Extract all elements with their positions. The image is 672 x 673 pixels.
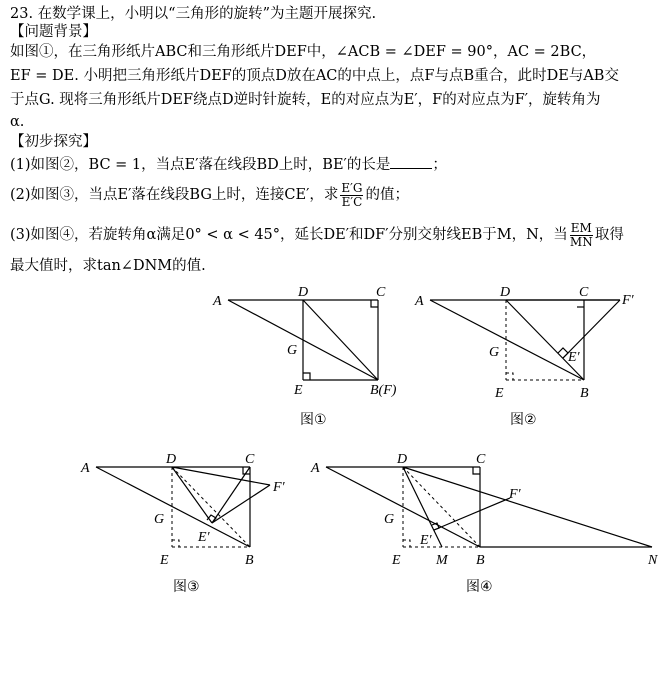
figure-2 — [410, 282, 650, 432]
fraction-denominator: MN — [569, 234, 593, 249]
question-1-text: (1)如图②，BC = 1，当点E′落在线段BD上时，BE′的长是 — [10, 157, 391, 173]
label-b-f: B(F) — [370, 383, 397, 398]
segment-ab — [96, 467, 250, 547]
figure-4 — [305, 445, 665, 595]
section-explore-heading: 【初步探究】 — [10, 134, 97, 150]
label-e: E — [495, 386, 504, 401]
label-d: D — [298, 285, 309, 300]
label-d: D — [166, 452, 177, 467]
label-g: G — [489, 345, 500, 360]
right-angle-e-prime — [558, 348, 568, 358]
figure-4-svg — [305, 445, 665, 595]
label-c: C — [376, 285, 386, 300]
label-n: N — [648, 553, 658, 568]
answer-blank[interactable] — [390, 154, 432, 169]
label-f-prime: F′ — [273, 480, 285, 495]
section-background-heading: 【问题背景】 — [10, 24, 97, 40]
label-c: C — [476, 452, 486, 467]
right-angle-c — [473, 467, 480, 474]
label-e-prime: E′ — [198, 530, 210, 545]
figure-2-svg — [410, 282, 650, 432]
segment-ab — [430, 300, 584, 380]
background-line-3: 于点G. 现将三角形纸片DEF绕点D逆时针旋转，E的对应点为E′，F的对应点为F′，旋转角为 — [10, 92, 601, 108]
question-1-end: ； — [432, 157, 447, 173]
label-a: A — [213, 294, 222, 309]
label-a: A — [311, 461, 320, 476]
segment-db — [506, 300, 584, 380]
figure-3-svg — [70, 445, 300, 595]
segment-e-prime-f-prime — [434, 498, 510, 530]
question-2 — [10, 178, 409, 212]
question-2-text: (2)如图③，当点E′落在线段BG上时，连接CE′，求 — [10, 187, 339, 203]
label-d: D — [500, 285, 511, 300]
segment-df-prime — [172, 467, 270, 485]
label-a: A — [81, 461, 90, 476]
question-3-end: 取得 — [594, 227, 624, 243]
label-c: C — [579, 285, 589, 300]
figure-1 — [200, 282, 410, 432]
label-e: E — [294, 383, 303, 398]
label-b: B — [476, 553, 485, 568]
label-g: G — [287, 343, 298, 358]
question-1 — [10, 154, 447, 175]
label-e: E — [160, 553, 169, 568]
question-3-line-2: 最大值时，求tan∠DNM的值. — [10, 258, 206, 274]
right-angle-e — [403, 540, 410, 547]
figure-1-svg — [200, 282, 410, 432]
label-a: A — [415, 294, 424, 309]
figure-1-caption: 图① — [300, 412, 327, 428]
question-3-text: (3)如图④，若旋转角α满足0° < α < 45°，延长DE′和DF′分别交射线EB于M，N，当 — [10, 227, 568, 243]
segment-dn — [403, 467, 652, 547]
figure-2-caption: 图② — [510, 412, 537, 428]
figure-4-caption: 图④ — [466, 579, 493, 595]
label-g: G — [384, 512, 395, 527]
background-line-1: 如图①，在三角形纸片ABC和三角形纸片DEF中，∠ACB = ∠DEF = 90°，AC = 2BC， — [10, 44, 597, 60]
label-e: E — [392, 553, 401, 568]
fraction-eg-ec — [340, 182, 363, 209]
label-m: M — [436, 553, 448, 568]
right-angle-c — [371, 300, 378, 307]
question-3 — [10, 218, 624, 252]
label-c: C — [245, 452, 255, 467]
label-e-prime: E′ — [568, 350, 580, 365]
segment-df — [303, 300, 378, 380]
fraction-numerator: EM — [570, 220, 592, 235]
label-f-prime: F′ — [509, 487, 521, 502]
question-2-end: 的值； — [365, 187, 409, 203]
problem-title: 23. 在数学课上，小明以“三角形的旋转”为主题开展探究. — [10, 6, 377, 22]
label-d: D — [397, 452, 408, 467]
background-line-2: EF = DE. 小明把三角形纸片DEF的顶点D放在AC的中点上，点F与点B重合，此时DE与AB交 — [10, 68, 619, 84]
segment-e-prime-f-prime — [212, 485, 270, 523]
label-b: B — [580, 386, 589, 401]
label-b: B — [245, 553, 254, 568]
fraction-denominator: E′C — [341, 194, 363, 209]
label-g: G — [154, 512, 165, 527]
segment-de-prime — [172, 467, 212, 523]
background-line-4: α. — [10, 114, 25, 130]
label-f-prime: F′ — [622, 293, 634, 308]
label-e-prime: E′ — [420, 533, 432, 548]
figure-3 — [70, 445, 300, 595]
right-angle-e — [506, 373, 513, 380]
fraction-numerator: E′G — [341, 180, 363, 195]
right-angle-e — [303, 373, 310, 380]
fraction-em-mn — [570, 222, 593, 249]
figure-3-caption: 图③ — [173, 579, 200, 595]
right-angle-e — [172, 540, 179, 547]
